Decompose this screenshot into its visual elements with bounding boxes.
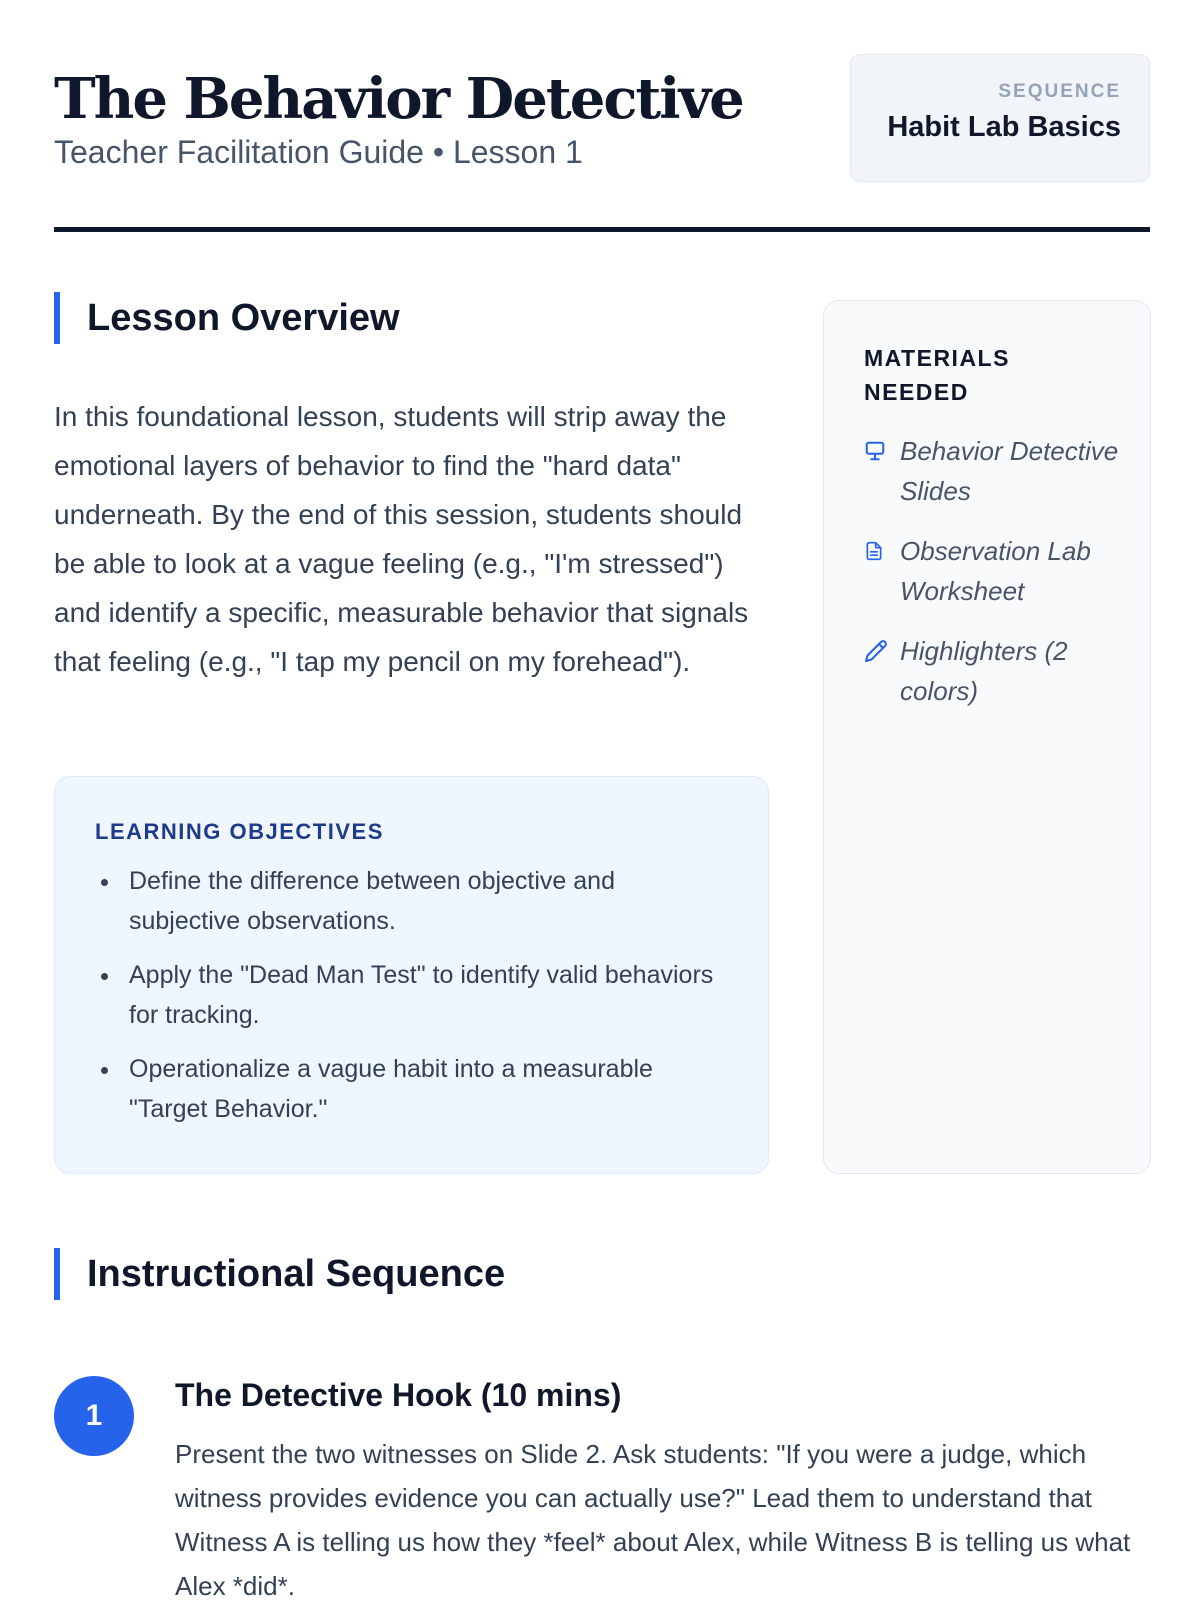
- overview-heading: Lesson Overview: [54, 292, 400, 344]
- sequence-name: Habit Lab Basics: [887, 111, 1121, 143]
- learning-objectives-box: [54, 776, 769, 1174]
- page-title: The Behavior Detective: [54, 66, 743, 132]
- instructional-sequence-heading: Instructional Sequence: [54, 1248, 505, 1300]
- material-label: Highlighters (2 colors): [900, 636, 1068, 706]
- material-item: [864, 531, 1120, 611]
- objective-item: Define the difference between objective and subjective observations.: [95, 861, 728, 941]
- page-header: [54, 52, 1150, 232]
- material-item: [864, 431, 1120, 511]
- sequence-badge: [850, 54, 1150, 182]
- overview-text: In this foundational lesson, students will strip away the emotional layers of behavior to find the "hard data" underneath. By the end of this session, students should be able to look at a vague feeling (e.g., "I'm stressed") and identify a specific, measurable behavior that signals that feeling (e.g., "I tap my pencil on my forehead").: [54, 401, 749, 677]
- step-title: The Detective Hook (10 mins): [175, 1377, 622, 1413]
- material-item: [864, 631, 1120, 711]
- objective-item: Operationalize a vague habit into a measurable "Target Behavior.": [95, 1049, 728, 1129]
- materials-title: MATERIALS NEEDED: [864, 345, 1010, 405]
- materials-list: [864, 431, 1120, 711]
- objective-item: Apply the "Dead Man Test" to identify valid behaviors for tracking.: [95, 955, 728, 1035]
- objectives-title: LEARNING OBJECTIVES: [95, 819, 384, 844]
- material-label: Observation Lab Worksheet: [900, 536, 1091, 606]
- sequence-label: SEQUENCE: [998, 81, 1121, 102]
- material-label: Behavior Detective Slides: [900, 436, 1119, 506]
- objectives-list: [95, 861, 728, 1129]
- document-icon: [864, 531, 900, 571]
- pencil-icon: [864, 631, 900, 671]
- presentation-icon: [864, 431, 900, 471]
- materials-panel: [823, 300, 1151, 1174]
- page-subtitle: Teacher Facilitation Guide • Lesson 1: [54, 134, 583, 170]
- step-body: Present the two witnesses on Slide 2. Ask students: "If you were a judge, which witness provides evidence you can actually use?" Lead them to understand that Witness A is telling us how they *feel* about Alex, while Witness B is telling us what Alex *did*.: [175, 1439, 1131, 1600]
- step-number-badge: 1: [54, 1376, 134, 1456]
